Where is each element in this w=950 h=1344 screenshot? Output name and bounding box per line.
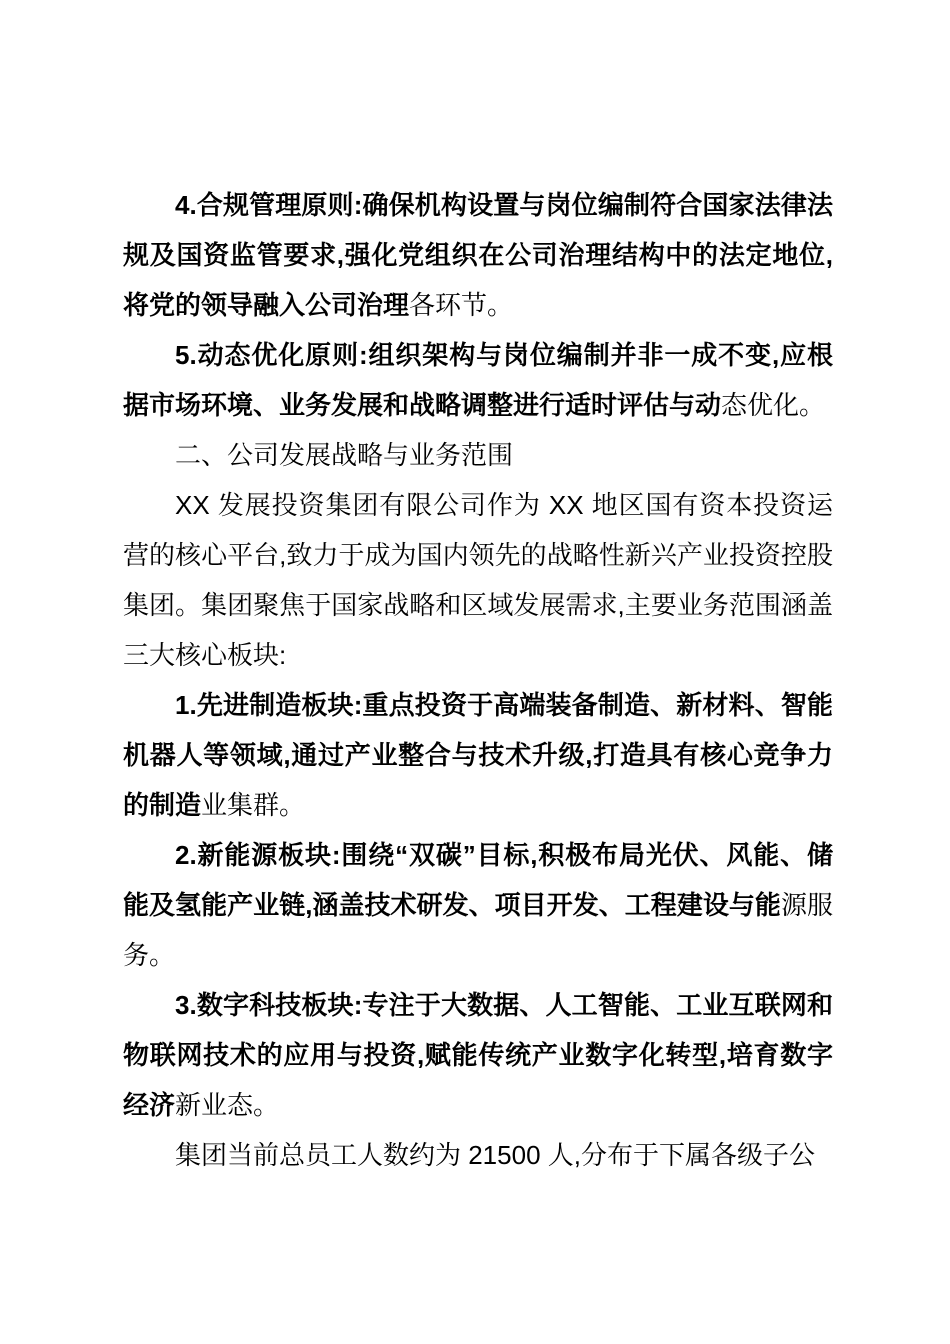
text-run: 态优化。 <box>721 390 826 420</box>
para-headcount <box>123 1130 833 1180</box>
para-company-intro <box>123 480 833 680</box>
bold-text-run: 2.新能源板块:围绕“双碳”目标,积极布局光伏、风能、储能及氢能产业链,涵盖技术研发、项目开发、工程建设与能 <box>123 840 833 920</box>
bold-text-run: 4.合规管理原则:确保机构设置与岗位编制符合国家法律法规及国资监管要求,强化党组织在公司治理结构中的法定地位,将党的领导融入公司治理 <box>123 190 833 320</box>
text-run: 源服务。 <box>123 890 833 970</box>
para-sector-2-new-energy <box>123 830 833 980</box>
bold-text-run: 5.动态优化原则:组织架构与岗位编制并非一成不变,应根据市场环境、业务发展和战略调整进行适时评估与动 <box>123 340 833 420</box>
para-principle-4 <box>123 180 833 330</box>
para-sector-1-manufacturing <box>123 680 833 830</box>
text-run: 新业态。 <box>175 1090 280 1120</box>
document-body <box>123 180 833 1180</box>
text-run: XX 发展投资集团有限公司作为 XX 地区国有资本投资运营的核心平台,致力于成为国内领先的战略性新兴产业投资控股集团。集团聚焦于国家战略和区域发展需求,主要业务范围涵盖三大核心板块: <box>123 490 833 670</box>
text-run: 各环节。 <box>409 290 514 320</box>
text-run: 集团当前总员工人数约为 21500 人,分布于下属各级子公 <box>175 1140 815 1170</box>
bold-text-run: 3.数字科技板块:专注于大数据、人工智能、工业互联网和物联网技术的应用与投资,赋能传统产业数字化转型,培育数字经济 <box>123 990 833 1120</box>
bold-text-run: 1.先进制造板块:重点投资于高端装备制造、新材料、智能机器人等领域,通过产业整合与技术升级,打造具有核心竞争力的制造 <box>123 690 833 820</box>
heading-section-two <box>123 430 833 480</box>
para-principle-5 <box>123 330 833 430</box>
text-run: 二、公司发展战略与业务范围 <box>175 440 514 470</box>
text-run: 业集群。 <box>201 790 306 820</box>
para-sector-3-digital-tech <box>123 980 833 1130</box>
